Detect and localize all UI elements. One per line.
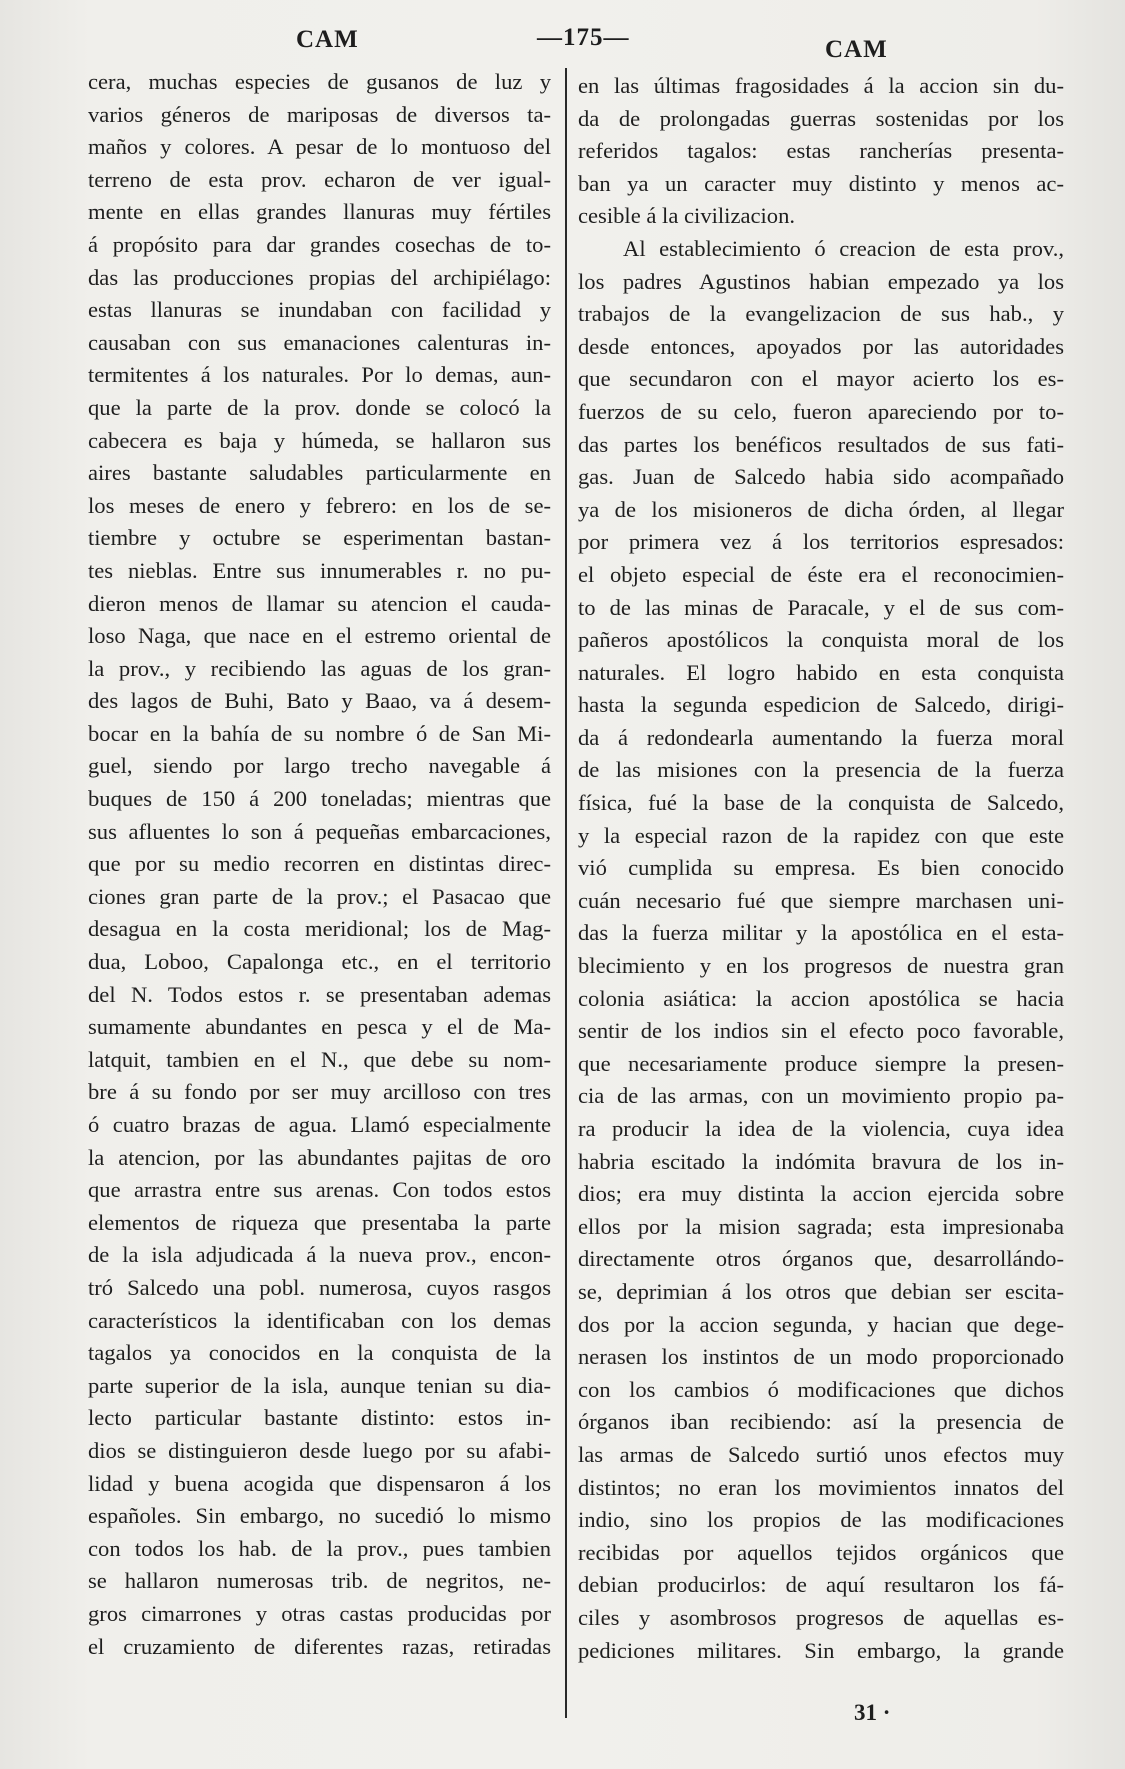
text-line: lecto particular bastante distinto: estos in- <box>88 1405 551 1431</box>
text-line: bocar en la bahía de su nombre ó de San Mi- <box>88 720 551 746</box>
text-line: blecimiento y en los progresos de nuestra gran <box>578 953 1064 979</box>
text-line: vió cumplida su empresa. Es bien conocido <box>578 855 1064 881</box>
text-line: tró Salcedo una pobl. numerosa, cuyos rasgos <box>88 1274 551 1300</box>
text-line: estas llanuras se inundaban con facilidad y <box>88 297 551 323</box>
text-line: causaban con sus emanaciones calenturas in- <box>88 329 551 355</box>
text-line: recibidas por aquellos tejidos orgánicos que <box>578 1539 1064 1565</box>
text-line: sus afluentes lo son á pequeñas embarcaciones, <box>88 818 551 844</box>
text-line: á propósito para dar grandes cosechas de to- <box>88 231 551 257</box>
text-line: tiembre y octubre se esperimentan bastan- <box>88 525 551 551</box>
text-line: terreno de esta prov. echaron de ver igual- <box>88 166 551 192</box>
text-line: cera, muchas especies de gusanos de luz y <box>88 69 551 94</box>
text-line: el objeto especial de éste era el reconocimien- <box>578 561 1064 587</box>
text-line: hasta la segunda espedicion de Salcedo, dirigi- <box>578 692 1064 718</box>
text-line: loso Naga, que nace en el estremo oriental de <box>88 623 551 649</box>
text-line: buques de 150 á 200 toneladas; mientras que <box>88 786 551 812</box>
page-number: —175— <box>537 24 630 51</box>
column-divider <box>565 68 567 1718</box>
text-line: gas. Juan de Salcedo habia sido acompañado <box>578 464 1064 490</box>
text-line: termitentes á los naturales. Por lo demas, aun- <box>88 362 551 388</box>
text-line: de las misiones con la presencia de la fuerza <box>578 757 1064 783</box>
header-right-word: CAM <box>825 36 888 63</box>
text-line: con los cambios ó modificaciones que dichos <box>578 1376 1064 1402</box>
text-line: parte superior de la isla, aunque tenian su dia- <box>88 1372 551 1398</box>
text-line: lidad y buena acogida que dispensaron á los <box>88 1470 551 1496</box>
text-line: por primera vez á los territorios espresados: <box>578 529 1064 555</box>
text-line: nerasen los instintos de un modo proporcionado <box>578 1344 1064 1370</box>
text-line: maños y colores. A pesar de lo montuoso del <box>88 134 551 160</box>
text-line: ellos por la mision sagrada; esta impresionaba <box>578 1213 1064 1239</box>
text-line: ra producir la idea de la violencia, cuya idea <box>578 1116 1064 1141</box>
text-line: que la parte de la prov. donde se colocó la <box>88 394 551 420</box>
text-line: directamente otros órganos que, desarrollándo- <box>578 1246 1064 1272</box>
text-line: naturales. El logro habido en esta conquista <box>578 659 1064 685</box>
text-line: que necesariamente produce siempre la presen- <box>578 1050 1064 1076</box>
text-line: la prov., y recibiendo las aguas de los gran- <box>88 655 551 681</box>
text-line: que arrastra entre sus arenas. Con todos estos <box>88 1177 551 1203</box>
text-line: da de prolongadas guerras sostenidas por los <box>578 105 1064 131</box>
text-line: latquit, tambien en el N., que debe su nom- <box>88 1046 551 1072</box>
text-line: se hallaron numerosas trib. de negritos, ne- <box>88 1568 551 1594</box>
text-line: bre á su fondo por ser muy arcilloso con tres <box>88 1079 551 1105</box>
text-line: ó cuatro brazas de agua. Llamó especialmente <box>88 1112 551 1137</box>
text-line: cesible á la civilizacion. <box>578 203 796 229</box>
text-line: to de las minas de Paracale, y el de sus com- <box>578 594 1064 620</box>
text-line: debian producirlos: de aquí resultaron los fá- <box>578 1572 1064 1598</box>
text-line: sumamente abundantes en pesca y el de Ma- <box>88 1014 551 1040</box>
text-line: desde entonces, apoyados por las autoridades <box>578 333 1064 359</box>
text-line: característicos la identificaban con los demas <box>88 1307 551 1333</box>
text-line: gros cimarrones y otras castas producidas por <box>88 1600 551 1626</box>
text-line: dios se distinguieron desde luego por su afabi- <box>88 1437 551 1463</box>
text-line: dua, Loboo, Capalonga etc., en el territorio <box>88 949 551 975</box>
text-line: guel, siendo por largo trecho navegable á <box>88 753 551 779</box>
text-line: los meses de enero y febrero: en los de se- <box>88 492 551 518</box>
text-line: dios; era muy distinta la accion ejercida sobre <box>578 1181 1064 1207</box>
text-line: y la especial razon de la rapidez con que este <box>578 822 1064 848</box>
text-line: el cruzamiento de diferentes razas, retiradas <box>88 1633 551 1659</box>
text-line: elementos de riqueza que presentaba la parte <box>88 1209 551 1235</box>
header-left-word: CAM <box>296 26 359 53</box>
text-line: se, deprimian á los otros que debian ser escita- <box>578 1278 1064 1304</box>
running-header <box>0 22 1125 62</box>
left-text-column <box>88 66 551 1663</box>
text-line: cuán necesario fué que siempre marchasen uni- <box>578 887 1064 913</box>
text-line: indio, sino los propios de las modificaciones <box>578 1507 1064 1533</box>
text-line: ya de los misioneros de dicha órden, al llegar <box>578 496 1064 522</box>
right-text-column <box>578 70 1064 1667</box>
text-line: pañeros apostólicos la conquista moral de los <box>578 627 1064 653</box>
signature-mark: 31 · <box>854 1700 891 1725</box>
text-line: que secundaron con el mayor acierto los es- <box>578 366 1064 392</box>
text-line: de la isla adjudicada á la nueva prov., encon- <box>88 1242 551 1268</box>
text-line: des lagos de Buhi, Bato y Baao, va á desem- <box>88 688 551 714</box>
text-line: Al establecimiento ó creacion de esta prov., <box>623 235 1064 261</box>
text-line: sentir de los indios sin el efecto poco favorable, <box>578 1018 1064 1044</box>
text-line: ciles y asombrosos progresos de aquellas es- <box>578 1604 1064 1630</box>
text-line: españoles. Sin embargo, no sucedió lo mismo <box>88 1503 551 1529</box>
text-line: ciones gran parte de la prov.; el Pasacao que <box>88 883 551 909</box>
text-line: en las últimas fragosidades á la accion sin du- <box>578 73 1064 98</box>
text-line: varios géneros de mariposas de diversos ta- <box>88 101 551 127</box>
text-line: da á redondearla aumentando la fuerza moral <box>578 724 1064 750</box>
text-line: dos por la accion segunda, y hacian que dege- <box>578 1311 1064 1337</box>
text-line: la atencion, por las abundantes pajitas de oro <box>88 1144 551 1170</box>
text-line: las armas de Salcedo surtió unos efectos muy <box>578 1441 1064 1467</box>
text-line: que por su medio recorren en distintas direc- <box>88 851 551 877</box>
text-line: pediciones militares. Sin embargo, la grande <box>578 1637 1064 1663</box>
text-line: habria escitado la indómita bravura de los in- <box>578 1148 1064 1174</box>
text-line: aires bastante saludables particularmente en <box>88 460 551 486</box>
text-line: colonia asiática: la accion apostólica se hacia <box>578 985 1064 1011</box>
text-line: das partes los benéficos resultados de sus fati- <box>578 431 1064 457</box>
text-line: dieron menos de llamar su atencion el cauda- <box>88 590 551 616</box>
text-line: ban ya un caracter muy distinto y menos ac- <box>578 170 1064 196</box>
text-line: cia de las armas, con un movimiento propio pa- <box>578 1083 1064 1109</box>
text-line: tes nieblas. Entre sus innumerables r. no pu- <box>88 557 551 583</box>
text-line: del N. Todos estos r. se presentaban ademas <box>88 981 551 1007</box>
text-line: cabecera es baja y húmeda, se hallaron sus <box>88 427 551 453</box>
text-line: física, fué la base de la conquista de Salcedo, <box>578 790 1064 816</box>
text-line: los padres Agustinos habian empezado ya los <box>578 268 1064 294</box>
text-line: mente en ellas grandes llanuras muy fértiles <box>88 199 551 225</box>
text-line: distintos; no eran los movimientos innatos del <box>578 1474 1064 1500</box>
text-line: tagalos ya conocidos en la conquista de la <box>88 1340 551 1366</box>
text-line: trabajos de la evangelizacion de sus hab., y <box>578 301 1064 327</box>
text-line: das las producciones propias del archipiélago: <box>88 264 551 290</box>
text-line: desagua en la costa meridional; los de Mag- <box>88 916 551 942</box>
text-line: referidos tagalos: estas rancherías presenta- <box>578 138 1064 164</box>
text-line: órganos iban recibiendo: así la presencia de <box>578 1409 1064 1435</box>
text-line: das la fuerza militar y la apostólica en el esta- <box>578 920 1064 946</box>
text-line: con todos los hab. de la prov., pues tambien <box>88 1535 551 1561</box>
text-line: fuerzos de su celo, fueron apareciendo por to- <box>578 398 1064 424</box>
